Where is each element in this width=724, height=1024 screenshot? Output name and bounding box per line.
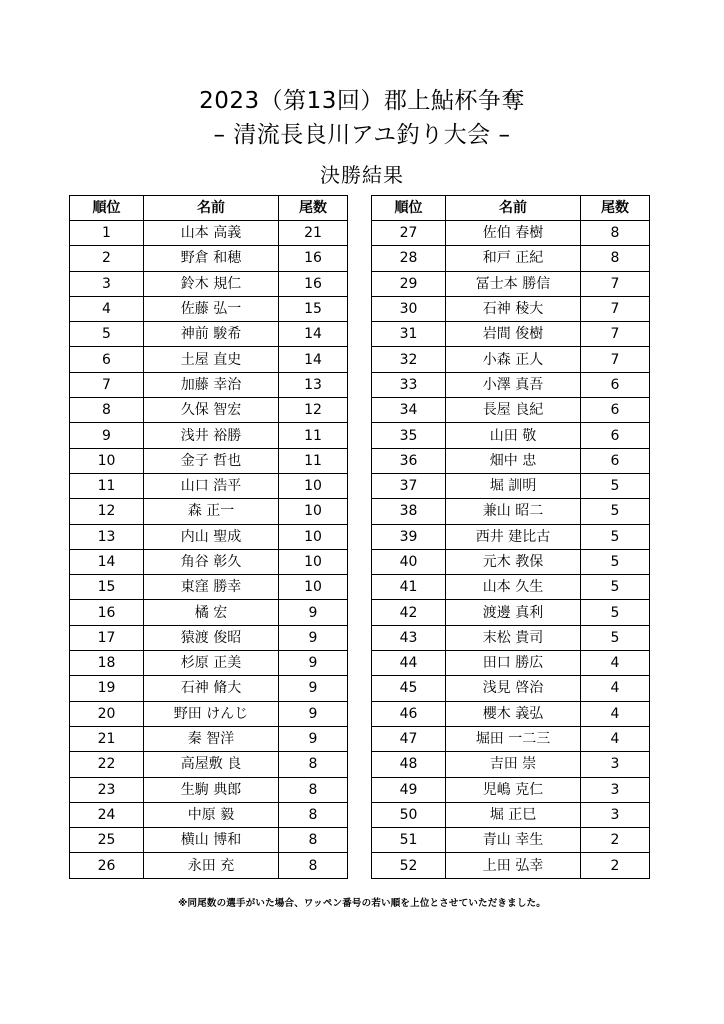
table-row — [70, 575, 348, 600]
name-cell: 末松 貴司 — [446, 625, 581, 650]
name-cell: 山本 久生 — [446, 575, 581, 600]
name-cell: 神前 駿希 — [144, 322, 279, 347]
name-cell: 和戸 正紀 — [446, 246, 581, 271]
table-row — [372, 398, 650, 423]
rank-cell: 18 — [70, 651, 144, 676]
rank-cell: 25 — [70, 828, 144, 853]
rank-cell: 47 — [372, 726, 446, 751]
table-row — [70, 828, 348, 853]
name-cell: 長屋 良紀 — [446, 398, 581, 423]
rank-cell: 10 — [70, 448, 144, 473]
name-cell: 野倉 和穂 — [144, 246, 279, 271]
page-title: 2023（第13回）郡上鮎杯争奪 — [199, 88, 525, 114]
event-subtitle: – 清流長良川アユ釣り大会 – — [213, 122, 511, 148]
count-cell: 9 — [279, 676, 348, 701]
name-cell: 岩間 俊樹 — [446, 322, 581, 347]
table-row — [70, 701, 348, 726]
count-cell: 4 — [581, 726, 650, 751]
table-row — [372, 246, 650, 271]
count-cell: 6 — [581, 398, 650, 423]
name-cell: 堀 訓明 — [446, 473, 581, 498]
name-cell: 上田 弘幸 — [446, 853, 581, 878]
rank-cell: 35 — [372, 423, 446, 448]
results-body-right — [372, 221, 650, 879]
count-cell: 14 — [279, 347, 348, 372]
table-row — [372, 676, 650, 701]
rank-cell: 3 — [70, 271, 144, 296]
name-cell: 秦 智洋 — [144, 726, 279, 751]
name-cell: 土屋 直史 — [144, 347, 279, 372]
table-header-row — [372, 196, 650, 221]
count-cell: 3 — [581, 777, 650, 802]
table-row — [372, 347, 650, 372]
table-row — [70, 398, 348, 423]
name-cell: 浅井 裕勝 — [144, 423, 279, 448]
name-cell: 中原 毅 — [144, 802, 279, 827]
section-title: 決勝結果 — [320, 163, 404, 187]
table-row — [372, 322, 650, 347]
rank-cell: 51 — [372, 828, 446, 853]
rank-cell: 16 — [70, 600, 144, 625]
table-row — [372, 423, 650, 448]
count-cell: 5 — [581, 549, 650, 574]
count-cell: 11 — [279, 448, 348, 473]
count-cell: 12 — [279, 398, 348, 423]
table-row — [372, 575, 650, 600]
rank-cell: 28 — [372, 246, 446, 271]
name-cell: 石神 稜大 — [446, 296, 581, 321]
rank-cell: 2 — [70, 246, 144, 271]
name-cell: 兼山 昭二 — [446, 499, 581, 524]
table-row — [372, 221, 650, 246]
count-cell: 16 — [279, 246, 348, 271]
count-cell: 5 — [581, 625, 650, 650]
count-cell: 7 — [581, 296, 650, 321]
count-cell: 8 — [581, 221, 650, 246]
count-cell: 9 — [279, 600, 348, 625]
table-row — [372, 271, 650, 296]
name-cell: 佐藤 弘一 — [144, 296, 279, 321]
table-row — [70, 752, 348, 777]
name-column-header: 名前 — [144, 196, 279, 221]
table-row — [372, 372, 650, 397]
name-cell: 猿渡 俊昭 — [144, 625, 279, 650]
table-row — [372, 448, 650, 473]
name-cell: 加藤 幸治 — [144, 372, 279, 397]
rank-column-header: 順位 — [70, 196, 144, 221]
table-row — [70, 600, 348, 625]
rank-cell: 13 — [70, 524, 144, 549]
count-cell: 3 — [581, 752, 650, 777]
table-row — [372, 524, 650, 549]
table-row — [70, 372, 348, 397]
name-cell: 堀田 一二三 — [446, 726, 581, 751]
count-cell: 7 — [581, 271, 650, 296]
rank-cell: 44 — [372, 651, 446, 676]
count-cell: 5 — [581, 499, 650, 524]
rank-cell: 12 — [70, 499, 144, 524]
count-cell: 10 — [279, 499, 348, 524]
name-cell: 横山 博和 — [144, 828, 279, 853]
results-table-right — [371, 195, 650, 879]
footnote: ※同尾数の選手がいた場合、ワッペン番号の若い順を上位とさせていただきました。 — [178, 898, 546, 909]
table-row — [70, 726, 348, 751]
rank-cell: 24 — [70, 802, 144, 827]
table-row — [372, 499, 650, 524]
rank-cell: 43 — [372, 625, 446, 650]
rank-cell: 17 — [70, 625, 144, 650]
table-row — [372, 549, 650, 574]
count-cell: 4 — [581, 676, 650, 701]
table-row — [70, 271, 348, 296]
table-row — [70, 676, 348, 701]
count-cell: 2 — [581, 853, 650, 878]
count-cell: 16 — [279, 271, 348, 296]
count-cell: 5 — [581, 524, 650, 549]
name-cell: 東窪 勝幸 — [144, 575, 279, 600]
name-cell: 小澤 真吾 — [446, 372, 581, 397]
name-cell: 吉田 崇 — [446, 752, 581, 777]
results-table-left — [69, 195, 348, 879]
count-cell: 10 — [279, 524, 348, 549]
count-cell: 5 — [581, 575, 650, 600]
table-row — [372, 777, 650, 802]
rank-cell: 19 — [70, 676, 144, 701]
count-cell: 9 — [279, 701, 348, 726]
table-row — [372, 853, 650, 878]
table-row — [372, 600, 650, 625]
name-cell: 山口 浩平 — [144, 473, 279, 498]
name-column-header: 名前 — [446, 196, 581, 221]
rank-cell: 26 — [70, 853, 144, 878]
table-row — [372, 473, 650, 498]
table-row — [70, 802, 348, 827]
table-row — [70, 296, 348, 321]
name-cell: 浅見 啓治 — [446, 676, 581, 701]
rank-column-header: 順位 — [372, 196, 446, 221]
table-row — [70, 499, 348, 524]
count-cell: 6 — [581, 448, 650, 473]
count-cell: 3 — [581, 802, 650, 827]
count-cell: 10 — [279, 473, 348, 498]
count-cell: 13 — [279, 372, 348, 397]
rank-cell: 38 — [372, 499, 446, 524]
count-cell: 14 — [279, 322, 348, 347]
count-cell: 9 — [279, 726, 348, 751]
rank-cell: 31 — [372, 322, 446, 347]
rank-cell: 11 — [70, 473, 144, 498]
count-cell: 8 — [279, 828, 348, 853]
count-column-header: 尾数 — [581, 196, 650, 221]
rank-cell: 32 — [372, 347, 446, 372]
rank-cell: 40 — [372, 549, 446, 574]
table-row — [70, 625, 348, 650]
name-cell: 堀 正巳 — [446, 802, 581, 827]
table-row — [70, 777, 348, 802]
rank-cell: 45 — [372, 676, 446, 701]
name-cell: 高屋敷 良 — [144, 752, 279, 777]
count-cell: 7 — [581, 347, 650, 372]
table-row — [372, 752, 650, 777]
name-cell: 小森 正人 — [446, 347, 581, 372]
rank-cell: 39 — [372, 524, 446, 549]
count-cell: 10 — [279, 549, 348, 574]
results-body-left — [70, 221, 348, 879]
rank-cell: 27 — [372, 221, 446, 246]
rank-cell: 49 — [372, 777, 446, 802]
count-cell: 15 — [279, 296, 348, 321]
rank-cell: 33 — [372, 372, 446, 397]
count-cell: 5 — [581, 600, 650, 625]
table-row — [70, 651, 348, 676]
table-row — [372, 726, 650, 751]
count-cell: 8 — [279, 802, 348, 827]
name-cell: 永田 充 — [144, 853, 279, 878]
count-cell: 6 — [581, 372, 650, 397]
table-row — [70, 322, 348, 347]
rank-cell: 36 — [372, 448, 446, 473]
name-cell: 久保 智宏 — [144, 398, 279, 423]
rank-cell: 52 — [372, 853, 446, 878]
name-cell: 冨士本 勝信 — [446, 271, 581, 296]
name-cell: 櫻木 義弘 — [446, 701, 581, 726]
table-row — [70, 423, 348, 448]
count-cell: 11 — [279, 423, 348, 448]
rank-cell: 37 — [372, 473, 446, 498]
rank-cell: 30 — [372, 296, 446, 321]
count-cell: 10 — [279, 575, 348, 600]
name-cell: 佐伯 春樹 — [446, 221, 581, 246]
count-cell: 7 — [581, 322, 650, 347]
rank-cell: 41 — [372, 575, 446, 600]
name-cell: 鈴木 規仁 — [144, 271, 279, 296]
rank-cell: 20 — [70, 701, 144, 726]
count-cell: 8 — [279, 752, 348, 777]
name-cell: 内山 聖成 — [144, 524, 279, 549]
count-cell: 8 — [279, 777, 348, 802]
table-row — [70, 246, 348, 271]
table-row — [70, 448, 348, 473]
rank-cell: 21 — [70, 726, 144, 751]
name-cell: 石神 脩大 — [144, 676, 279, 701]
rank-cell: 15 — [70, 575, 144, 600]
count-cell: 21 — [279, 221, 348, 246]
name-cell: 生駒 典郎 — [144, 777, 279, 802]
rank-cell: 50 — [372, 802, 446, 827]
table-row — [372, 625, 650, 650]
name-cell: 西井 建比古 — [446, 524, 581, 549]
table-row — [372, 828, 650, 853]
table-row — [372, 651, 650, 676]
table-row — [372, 701, 650, 726]
name-cell: 橘 宏 — [144, 600, 279, 625]
name-cell: 角谷 彰久 — [144, 549, 279, 574]
rank-cell: 1 — [70, 221, 144, 246]
table-row — [70, 221, 348, 246]
table-row — [70, 524, 348, 549]
rank-cell: 23 — [70, 777, 144, 802]
count-cell: 9 — [279, 651, 348, 676]
rank-cell: 14 — [70, 549, 144, 574]
name-cell: 元木 教保 — [446, 549, 581, 574]
rank-cell: 8 — [70, 398, 144, 423]
table-row — [372, 296, 650, 321]
count-cell: 9 — [279, 625, 348, 650]
name-cell: 田口 勝広 — [446, 651, 581, 676]
count-cell: 4 — [581, 651, 650, 676]
name-cell: 金子 哲也 — [144, 448, 279, 473]
table-row — [70, 853, 348, 878]
name-cell: 杉原 正美 — [144, 651, 279, 676]
count-cell: 2 — [581, 828, 650, 853]
rank-cell: 5 — [70, 322, 144, 347]
table-row — [70, 347, 348, 372]
table-row — [372, 802, 650, 827]
name-cell: 野田 けんじ — [144, 701, 279, 726]
rank-cell: 4 — [70, 296, 144, 321]
count-column-header: 尾数 — [279, 196, 348, 221]
name-cell: 山田 敬 — [446, 423, 581, 448]
name-cell: 青山 幸生 — [446, 828, 581, 853]
table-row — [70, 473, 348, 498]
count-cell: 8 — [279, 853, 348, 878]
table-header-row — [70, 196, 348, 221]
rank-cell: 42 — [372, 600, 446, 625]
count-cell: 4 — [581, 701, 650, 726]
name-cell: 児嶋 克仁 — [446, 777, 581, 802]
count-cell: 6 — [581, 423, 650, 448]
rank-cell: 7 — [70, 372, 144, 397]
rank-cell: 48 — [372, 752, 446, 777]
name-cell: 畑中 忠 — [446, 448, 581, 473]
table-row — [70, 549, 348, 574]
rank-cell: 34 — [372, 398, 446, 423]
rank-cell: 9 — [70, 423, 144, 448]
name-cell: 森 正一 — [144, 499, 279, 524]
name-cell: 渡邊 真利 — [446, 600, 581, 625]
rank-cell: 6 — [70, 347, 144, 372]
count-cell: 8 — [581, 246, 650, 271]
rank-cell: 46 — [372, 701, 446, 726]
rank-cell: 29 — [372, 271, 446, 296]
count-cell: 5 — [581, 473, 650, 498]
rank-cell: 22 — [70, 752, 144, 777]
name-cell: 山本 高義 — [144, 221, 279, 246]
